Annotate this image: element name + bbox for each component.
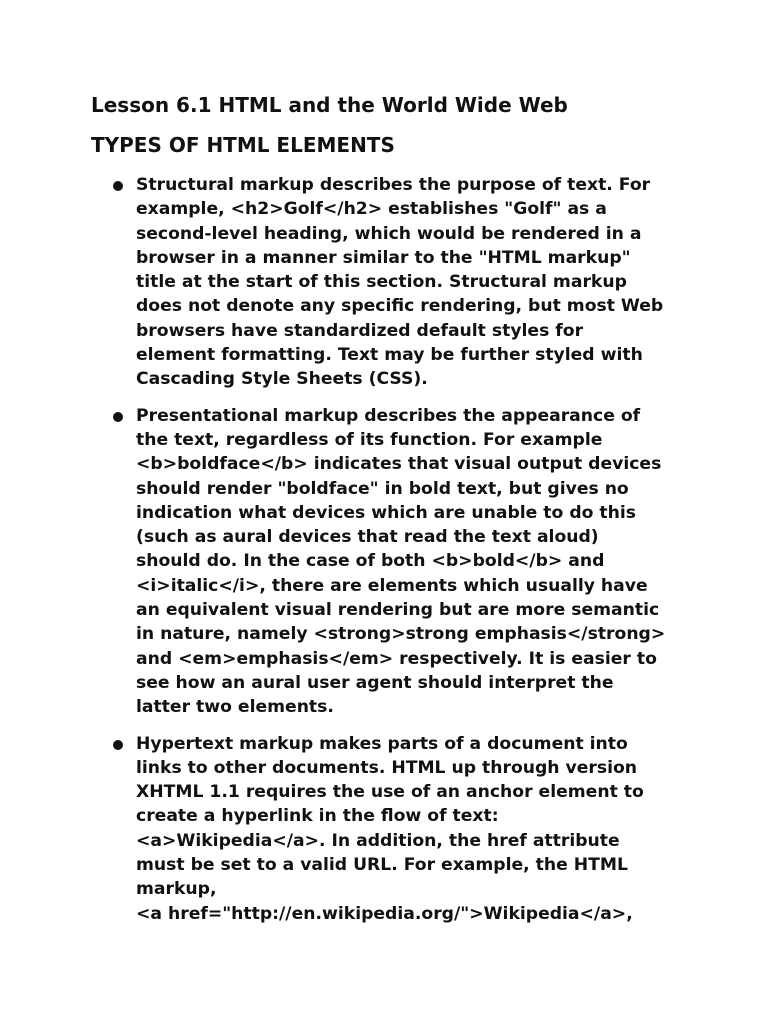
lesson-title: Lesson 6.1 HTML and the World Wide Web <box>91 93 568 117</box>
text-line: element formatting. Text may be further styled with <box>136 345 643 366</box>
text-line: XHTML 1.1 requires the use of an anchor element to <box>136 782 644 803</box>
bullet-text <box>136 173 768 392</box>
text-line: must be set to a valid URL. For example, the HTML <box>136 855 628 876</box>
section-title: TYPES OF HTML ELEMENTS <box>91 133 395 157</box>
bullet-dot-icon <box>113 740 123 750</box>
text-line: an equivalent visual rendering but are more semantic <box>136 600 660 621</box>
bullet-list <box>0 173 768 938</box>
text-line: Structural markup describes the purpose of text. For <box>136 175 651 195</box>
bullet-dot-icon <box>113 412 123 422</box>
text-line: in nature, namely <strong>strong emphasis</strong> <box>136 624 666 645</box>
text-line: Hypertext markup makes parts of a document into <box>136 733 628 754</box>
text-line: <a>Wikipedia</a>. In addition, the href attribute <box>136 830 620 851</box>
text-line: markup, <box>136 879 217 900</box>
text-line: see how an aural user agent should interpret the <box>136 672 614 693</box>
text-line: and <em>emphasis</em> respectively. It is easier to <box>136 648 657 669</box>
text-line: (such as aural devices that read the text aloud) <box>136 527 599 548</box>
bullet-presentational-markup <box>0 404 768 720</box>
text-line: Presentational markup describes the appearance of <box>136 405 641 426</box>
bullet-text <box>136 732 768 926</box>
text-line: does not denote any specific rendering, but most Web <box>136 296 664 317</box>
text-line: indication what devices which are unable to do this <box>136 502 636 523</box>
text-line: links to other documents. HTML up through version <box>136 757 638 778</box>
bullet-text <box>136 404 768 720</box>
text-line: <a href="http://en.wikipedia.org/">Wikipedia</a>, <box>136 903 633 924</box>
text-line: title at the start of this section. Structural markup <box>136 272 627 293</box>
text-line: second-level heading, which would be rendered in a <box>136 223 642 244</box>
text-line: <b>boldface</b> indicates that visual output devices <box>136 454 662 475</box>
text-line: browsers have standardized default styles for <box>136 320 584 341</box>
text-line: should do. In the case of both <b>bold</b> and <box>136 551 605 572</box>
bullet-dot-icon <box>113 181 123 191</box>
text-line: the text, regardless of its function. For example <box>136 429 603 450</box>
text-line: example, <h2>Golf</h2> establishes "Golf" as a <box>136 199 607 220</box>
text-line: should render "boldface" in bold text, but gives no <box>136 478 629 499</box>
bullet-hypertext-markup <box>0 732 768 926</box>
text-line: latter two elements. <box>136 697 334 718</box>
text-line: <i>italic</i>, there are elements which usually have <box>136 575 648 596</box>
text-line: create a hyperlink in the flow of text: <box>136 806 499 827</box>
bullet-structural-markup <box>0 173 768 392</box>
text-line: Cascading Style Sheets (CSS). <box>136 369 428 390</box>
text-line: browser in a manner similar to the "HTML markup" <box>136 247 631 268</box>
